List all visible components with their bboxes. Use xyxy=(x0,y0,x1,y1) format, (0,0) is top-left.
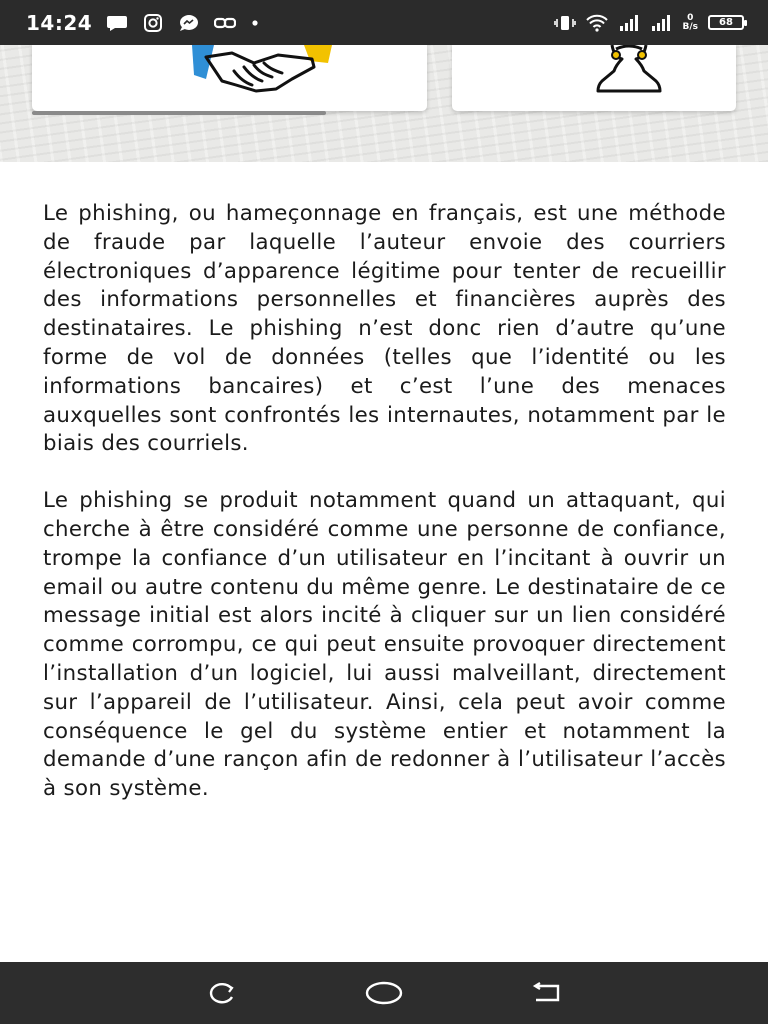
system-icons xyxy=(554,14,744,32)
status-bar xyxy=(0,0,768,45)
article-paragraph: Le phishing, ou hameçonnage en français, est une méthode de fraude par laquelle l’auteur envoie des courriers électroniques d’apparence légitime pour tenter de recueillir des informations personnelles et financières auprès des destinataires. Le phishing n’est donc rien d’autre qu’une forme de vol de données (telles que l’identité ou les informations bancaires) et c’est l’une des menaces auxquelles sont confrontés les internautes, notamment par le biais des courriels. xyxy=(43,201,726,457)
back-icon xyxy=(530,981,564,1005)
back-button[interactable] xyxy=(525,971,569,1015)
recents-button[interactable] xyxy=(199,971,243,1015)
person-headset-icon xyxy=(592,45,666,97)
article-hero-image xyxy=(0,45,768,162)
dot-icon xyxy=(250,14,260,32)
network-speed xyxy=(682,14,698,32)
vibrate-icon xyxy=(554,14,576,32)
network-speed-value: 0 xyxy=(687,12,694,23)
article-body xyxy=(43,200,726,832)
link-icon xyxy=(214,14,236,32)
navigation-bar xyxy=(0,962,768,1024)
status-time: 14:24 xyxy=(26,10,93,35)
battery-icon xyxy=(708,15,744,30)
signal-icon xyxy=(650,14,672,32)
wifi-icon xyxy=(586,14,608,32)
recents-icon xyxy=(204,981,238,1005)
instagram-icon xyxy=(142,14,164,32)
handshake-icon xyxy=(192,45,332,95)
battery-level: 68 xyxy=(719,17,733,28)
hero-card-left xyxy=(32,45,427,111)
notification-icons xyxy=(106,14,260,32)
article-paragraph: Le phishing se produit notamment quand un attaquant, qui cherche à être considéré comme une personne de confiance, trompe la confiance d’un utilisateur en l’incitant à ouvrir un email ou autre contenu du même genre. Le destinataire de ce message initial est alors incité à cliquer sur un lien considéré comme corrompu, ce qui peut ensuite provoquer directement l’installation d’un logiciel, lui aussi malveillant, directement sur l’appareil de l’utilisateur. Ainsi, cela peut avoir comme conséquence le gel du système entier et notamment la demande d’une rançon afin de redonner à l’utilisateur l’accès à son système. xyxy=(43,488,726,802)
home-icon xyxy=(364,980,404,1006)
home-button[interactable] xyxy=(362,971,406,1015)
signal-icon xyxy=(618,14,640,32)
hero-card-right xyxy=(452,45,736,111)
network-speed-unit: B/s xyxy=(682,21,698,32)
messenger-icon xyxy=(178,14,200,32)
chat-bubble-icon xyxy=(106,14,128,32)
